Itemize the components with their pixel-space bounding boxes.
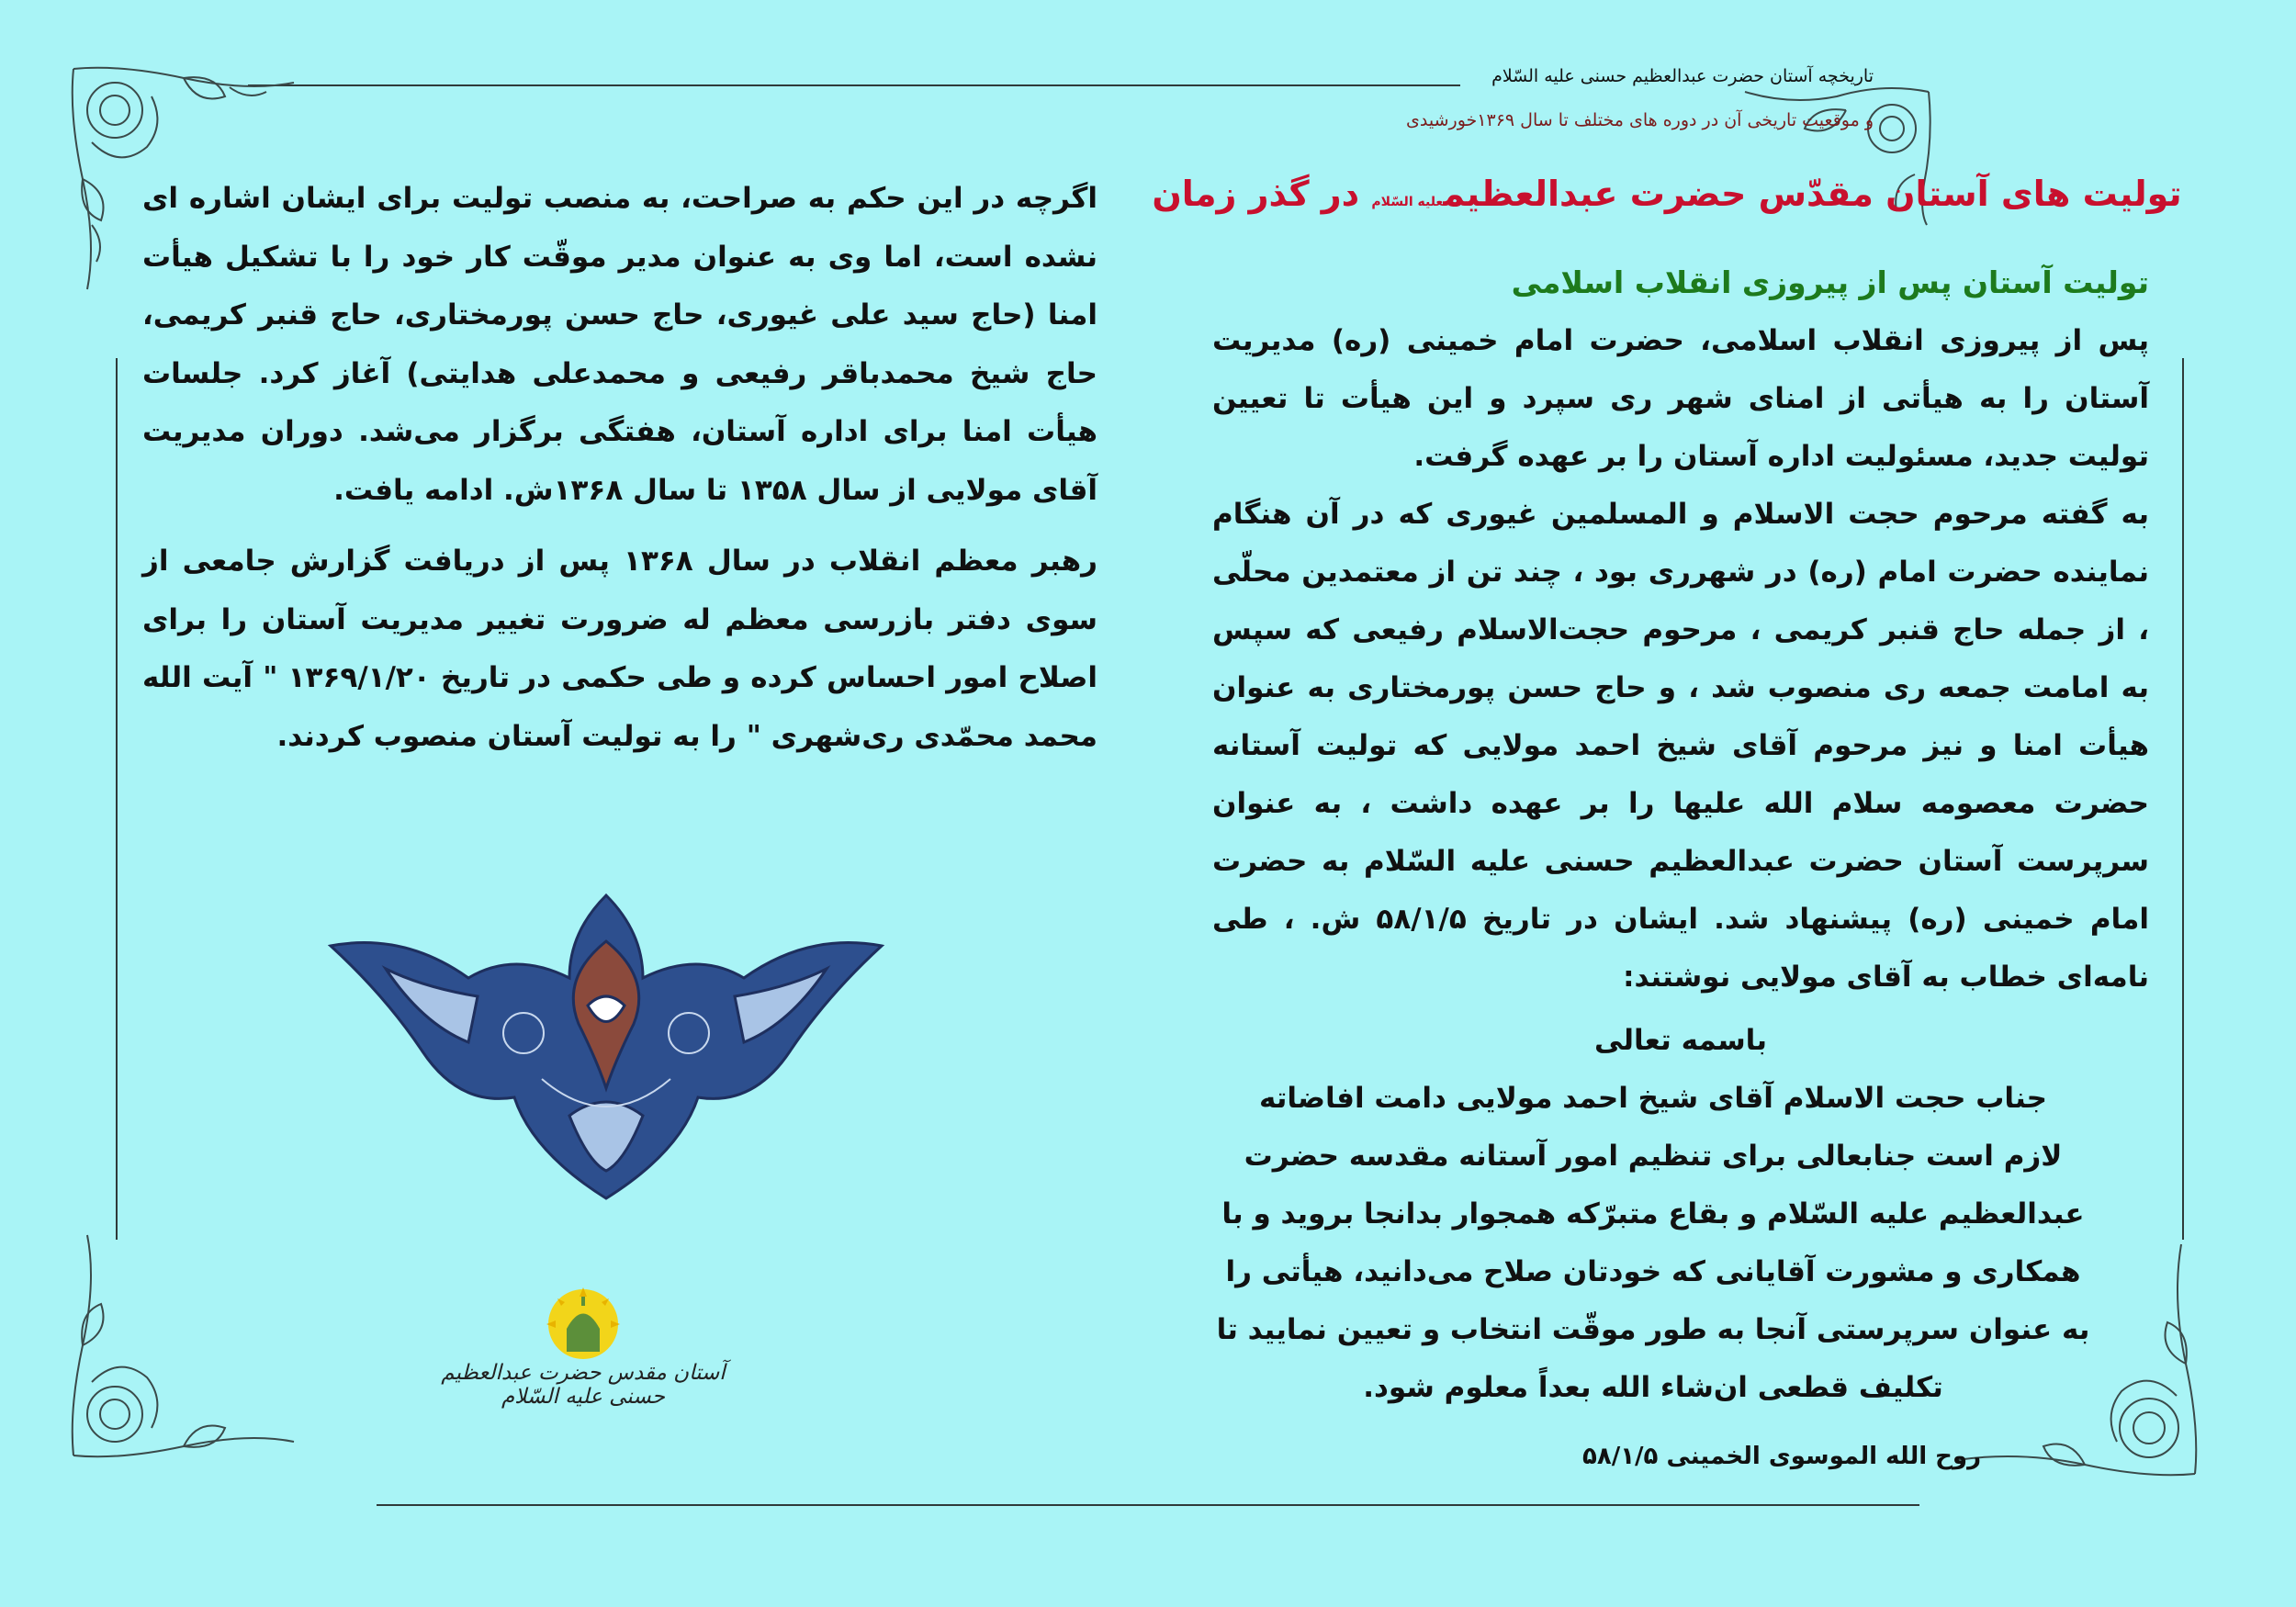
right-paragraph-1: پس از پیروزی انقلاب اسلامی، حضرت امام خمینی (ره) مدیریت آستان را به هیأتی از امنای شهر ری سپرد و این هیأت تا تعیین تولیت جدید، مسئولیت اداره آستان را بر عهده گرفت. bbox=[1212, 324, 2149, 473]
logo-caption: آستان مقدس حضرت عبدالعظیم حسنی علیه السّلام bbox=[441, 1361, 726, 1409]
title-banner bbox=[1152, 158, 2182, 230]
letter-addressee: جناب حجت الاسلام آقای شیخ احمد مولایی دامت افاضاته bbox=[1258, 1082, 2048, 1115]
shrine-logo bbox=[432, 1286, 735, 1423]
frame-right-line bbox=[2182, 358, 2184, 1240]
dome-logo-icon bbox=[432, 1286, 735, 1364]
right-paragraph-2: به گفته مرحوم حجت الاسلام و المسلمین غیوری که در آن هنگام نماینده حضرت امام (ره) در شهرری بود ، چند تن از معتمدین محلّی ، از جمله حاج قنبر کریمی ، مرحوم حجت‌الاسلام رفیعی که سپس به امامت جمعه ری منصوب شد ، و حاج حسن پورمختاری به عنوان هیأت امنا و نیز مرحوم آقای شیخ احمد مولایی که تولیت آستانه حضرت معصومه سلام الله علیها را بر عهده داشت ، به عنوان سرپرست آستان حضرت عبدالعظیم حسنی علیه السّلام به حضرت امام خمینی (ره) پیشنهاد شد. ایشان در تاریخ ۵۸/۱/۵ ش. ، طی نامه‌ای خطاب به آقای مولایی نوشتند: bbox=[1212, 498, 2149, 994]
title-part-a: تولیت های آستان مقدّس حضرت عبدالعظیم bbox=[1443, 174, 2182, 214]
left-paragraph-2: رهبر معظم انقلاب در سال ۱۳۶۸ پس از دریافت گزارش جامعی از سوی دفتر بازرسی معظم له ضرورت تغییر مدیریت آستان را برای اصلاح امور احساس کرده و طی حکمی در تاریخ ۱۳۶۹/۱/۲۰ " آیت الله محمد محمّدی ری‌شهری " را به تولیت آستان منصوب کردند. bbox=[142, 545, 1097, 753]
letter-body: لازم است جنابعالی برای تنظیم امور آستانه مقدسه حضرت عبدالعظیم علیه السّلام و بقاع متبرّکه همجوار بدانجا بروید و با همکاری و مشورت آقایانی که خودتان صلاح می‌دانید، هیأتی را به عنوان سرپرستی آنجا به طور موقّت انتخاب و تعیین نمایید تا تکلیف قطعی ان‌شاء الله بعداً معلوم شود. bbox=[1216, 1140, 2090, 1404]
title-honorific: علیه السّلام bbox=[1371, 195, 1444, 209]
section-subheading: تولیت آستان پس از پیروزی انقلاب اسلامی bbox=[1511, 264, 2149, 300]
header-series-title: تاریخچه آستان حضرت عبدالعظیم حسنی علیه السّلام bbox=[1491, 66, 1874, 86]
left-paragraph-1: اگرچه در این حکم به صراحت، به منصب تولیت برای ایشان اشاره ای نشده است، اما وی به عنوان مدیر موقّت کار خود را با تشکیل هیأت امنا (حاج سید علی غیوری، حاج حسن پورمختاری، حاج قنبر کریمی، حاج شیخ محمدباقر رفیعی و محمدعلی هدایتی) آغاز کرد. جلسات هیأت امنا برای اداره آستان، هفتگی برگزار می‌شد. دوران مدیریت آقای مولایی از سال ۱۳۵۸ تا سال ۱۳۶۸ش. ادامه یافت. bbox=[142, 182, 1097, 507]
left-column bbox=[142, 170, 1097, 766]
letter-signature: روح الله الموسوی الخمینی ۵۸/۱/۵ bbox=[1581, 1443, 1982, 1470]
right-column bbox=[1212, 255, 2149, 1510]
letter-heading: باسمه تعالی bbox=[1594, 1024, 1767, 1057]
arabesque-ornament bbox=[312, 877, 900, 1217]
frame-top-line bbox=[248, 84, 1460, 86]
title-part-b: در گذر زمان bbox=[1152, 174, 1360, 214]
page-title bbox=[1152, 174, 2181, 214]
header-series-subtitle: و موقعیت تاریخی آن در دوره های مختلف تا سال ۱۳۶۹خورشیدی bbox=[1406, 110, 1874, 130]
corner-ornament-bottom-left bbox=[64, 1226, 303, 1465]
frame-left-line bbox=[116, 358, 118, 1240]
